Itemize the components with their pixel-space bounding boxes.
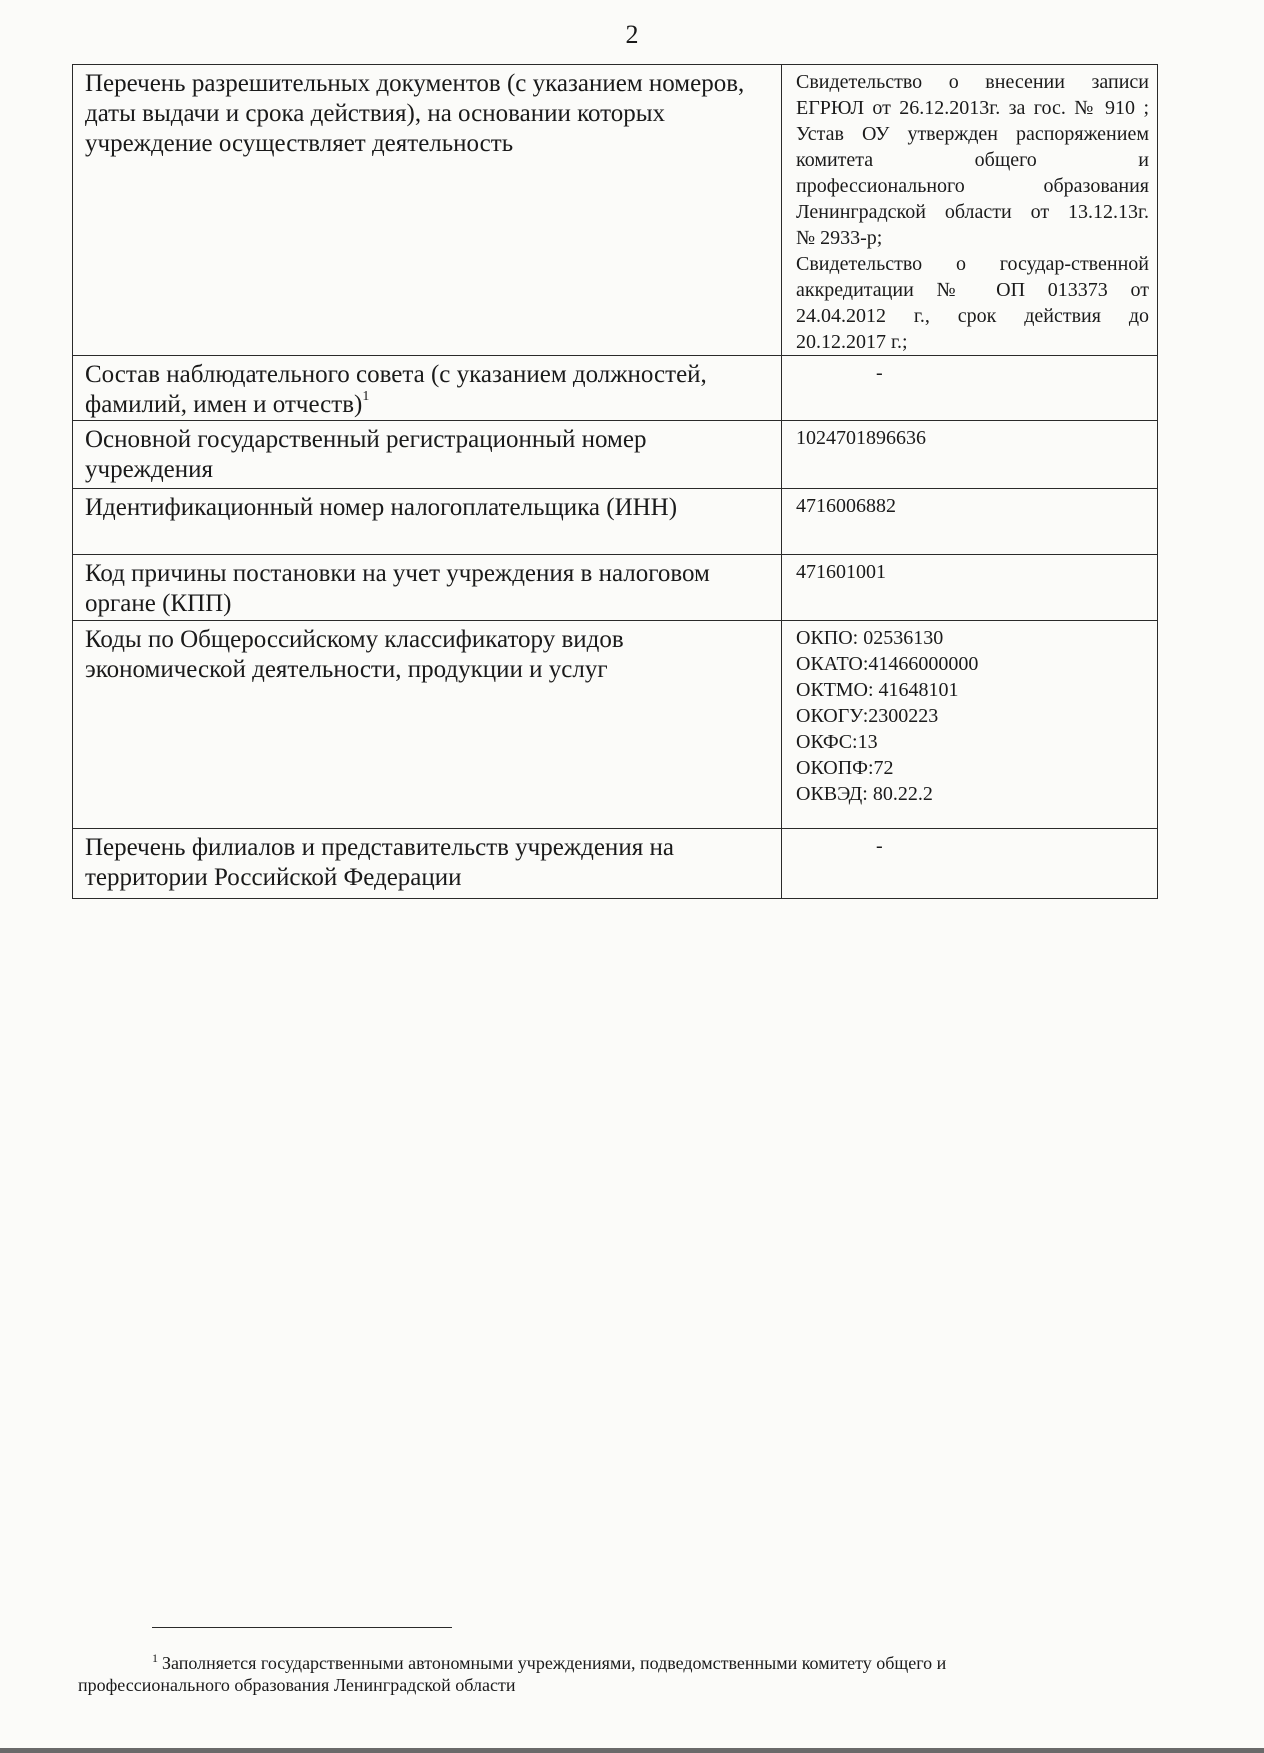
branches-dash: - [876, 835, 883, 857]
table-row-inn [73, 489, 1158, 555]
permits-line: Свидетельство о внесении записи [796, 71, 1149, 93]
footnote [78, 1652, 1098, 1696]
branches-label: Перечень филиалов и представительств учреждения на территории Российской Федерации [73, 829, 782, 899]
supervisory-board-value [782, 356, 1158, 421]
permits-line: ЕГРЮЛ от 26.12.2013г. за гос. № 910 ; [796, 97, 1149, 119]
inn-label: Идентификационный номер налогоплательщика (ИНН) [73, 489, 782, 555]
permits-line: 24.04.2012 г., срок действия до [796, 305, 1149, 327]
branches-value [782, 829, 1158, 899]
permits-line: Свидетельство о государ-ственной [796, 253, 1149, 275]
ogrn-value: 1024701896636 [782, 421, 1158, 489]
footnote-mark: 1 [152, 1651, 158, 1665]
permits-value [782, 65, 1158, 356]
table-row-supervisory-board [73, 356, 1158, 421]
permits-line: Устав ОУ утвержден распоряжением [796, 123, 1149, 145]
institution-info-table [72, 64, 1158, 899]
code-okopf: ОКОПФ:72 [796, 757, 894, 779]
table-row-kpp [73, 555, 1158, 621]
inn-value: 4716006882 [782, 489, 1158, 555]
supervisory-board-label-text: Состав наблюдательного совета (с указанием должностей, фамилий, имен и отчеств) [85, 361, 707, 418]
classifier-codes-label: Коды по Общероссийскому классификатору видов экономической деятельности, продукции и услуг [73, 621, 782, 829]
code-okato: ОКАТО:41466000000 [796, 653, 979, 675]
table-row-classifier-codes [73, 621, 1158, 829]
code-okfs: ОКФС:13 [796, 731, 878, 753]
code-okved: ОКВЭД: 80.22.2 [796, 783, 933, 805]
classifier-codes-value [782, 621, 1158, 829]
scan-edge-shadow [0, 1748, 1264, 1753]
footnote-reference: 1 [362, 389, 370, 404]
footnote-text: Заполняется государственными автономными учреждениями, подведомственными комитету общего и профессионального образования Ленинградской области [78, 1653, 947, 1695]
table-row-branches [73, 829, 1158, 899]
permits-line: № 2933-р; [796, 227, 883, 249]
kpp-value: 471601001 [782, 555, 1158, 621]
permits-line: профессионального образования [796, 175, 1149, 197]
table-row-ogrn [73, 421, 1158, 489]
kpp-label: Код причины постановки на учет учреждения в налоговом органе (КПП) [73, 555, 782, 621]
supervisory-board-dash: - [876, 362, 883, 384]
permits-label: Перечень разрешительных документов (с указанием номеров, даты выдачи и срока действия), на основании которых учреждение осуществляет деятельность [73, 65, 782, 356]
permits-line: 20.12.2017 г.; [796, 331, 908, 353]
permits-line: аккредитации № ОП 013373 от [796, 279, 1149, 301]
code-okogu: ОКОГУ:2300223 [796, 705, 939, 727]
code-okpo: ОКПО: 02536130 [796, 627, 944, 649]
code-oktmo: ОКТМО: 41648101 [796, 679, 959, 701]
ogrn-label: Основной государственный регистрационный номер учреждения [73, 421, 782, 489]
permits-line: Ленинградской области от 13.12.13г. [796, 201, 1149, 223]
supervisory-board-label [73, 356, 782, 421]
page-number: 2 [625, 20, 639, 49]
table-row-permits [73, 65, 1158, 356]
permits-line: комитета общего и [796, 149, 1149, 171]
footnote-separator [152, 1627, 452, 1628]
